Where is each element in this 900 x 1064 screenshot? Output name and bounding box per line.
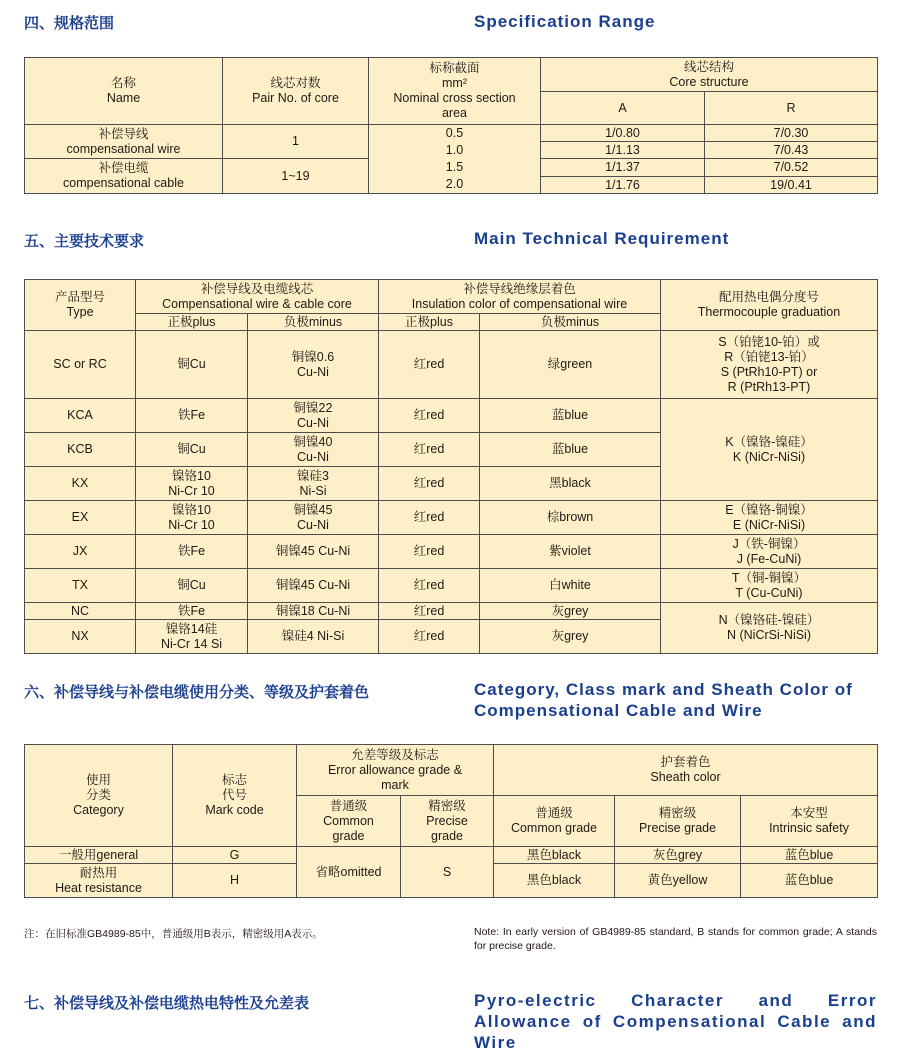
row-wire-name: 补偿导线 compensational wire: [25, 125, 223, 159]
core-minus-cell: 铜镍22 Cu-Ni: [248, 399, 379, 433]
core-plus-cell: 铜Cu: [136, 433, 248, 467]
category-cell: 一般用general: [25, 847, 173, 864]
a-value: 1/1.76: [541, 177, 705, 194]
graduation-cell: T（铜-铜镍） T (Cu-CuNi): [661, 569, 878, 603]
precise-grade-cell: S: [401, 847, 494, 898]
section-5-cn-title: 五、主要技术要求: [24, 232, 145, 250]
category-table: [24, 744, 878, 898]
note-cn: 注：在旧标准GB4989-85中，普通级用B表示，精密级用A表示。: [24, 928, 323, 940]
core-plus-cell: 镍铬10 Ni-Cr 10: [136, 467, 248, 501]
core-plus-cell: 铜Cu: [136, 331, 248, 399]
header-error-allowance: 允差等级及标志 Error allowance grade & mark: [297, 745, 494, 796]
header-category: 使用 分类 Category: [25, 745, 173, 847]
header-mark: 标志 代号 Mark code: [173, 745, 297, 847]
header-type: 产品型号 Type: [25, 280, 136, 331]
ins-plus-cell: 红red: [379, 603, 480, 620]
ins-plus-cell: 红red: [379, 467, 480, 501]
section-7-cn-title: 七、补偿导线及补偿电缆热电特性及允差表: [24, 994, 310, 1012]
graduation-cell: N（镍铬硅-镍硅） N (NiCrSi-NiSi): [661, 603, 878, 654]
section-6-en-title: Category, Class mark and Sheath Color of Compensational Cable and Wire: [474, 680, 853, 720]
a-value: 1/1.37: [541, 159, 705, 177]
core-plus-cell: 铁Fe: [136, 399, 248, 433]
ins-plus-cell: 红red: [379, 331, 480, 399]
a-value: 1/1.13: [541, 142, 705, 159]
section-4-cn-title: 四、规格范围: [24, 14, 115, 32]
type-cell: EX: [25, 501, 136, 535]
header-common-grade: 普通级 Common grade: [297, 796, 401, 847]
sheath-precise-cell: 黄色yellow: [615, 864, 741, 898]
header-sheath-common: 普通级 Common grade: [494, 796, 615, 847]
header-sheath-precise: 精密级 Precise grade: [615, 796, 741, 847]
header-area: 标称截面 mm² Nominal cross section area: [369, 58, 541, 125]
section-4-en-title: Specification Range: [474, 12, 656, 31]
type-cell: SC or RC: [25, 331, 136, 399]
a-value: 1/0.80: [541, 125, 705, 142]
core-minus-cell: 镍硅3 Ni-Si: [248, 467, 379, 501]
core-minus-cell: 铜镍40 Cu-Ni: [248, 433, 379, 467]
type-cell: NX: [25, 620, 136, 654]
core-minus-cell: 铜镍45 Cu-Ni: [248, 535, 379, 569]
header-precise-grade: 精密级 Precise grade: [401, 796, 494, 847]
core-minus-cell: 铜镍45 Cu-Ni: [248, 501, 379, 535]
ins-minus-cell: 蓝blue: [480, 433, 661, 467]
ins-minus-cell: 白white: [480, 569, 661, 603]
category-cell: 耐热用 Heat resistance: [25, 864, 173, 898]
header-ins-minus: 负极minus: [480, 314, 661, 331]
ins-minus-cell: 紫violet: [480, 535, 661, 569]
tech-requirement-table: [24, 279, 878, 654]
ins-plus-cell: 红red: [379, 501, 480, 535]
core-minus-cell: 镍硅4 Ni-Si: [248, 620, 379, 654]
area-value: 2.0: [445, 177, 464, 191]
r-value: 19/0.41: [705, 177, 878, 194]
section-6-cn-title: 六、补偿导线与补偿电缆使用分类、等级及护套着色: [24, 683, 370, 701]
type-cell: JX: [25, 535, 136, 569]
graduation-cell: K（镍铬-镍硅） K (NiCr-NiSi): [661, 399, 878, 501]
header-core: 补偿导线及电缆线芯 Compensational wire & cable core: [136, 280, 379, 314]
core-plus-cell: 镍铬10 Ni-Cr 10: [136, 501, 248, 535]
core-plus-cell: 镍铬14硅 Ni-Cr 14 Si: [136, 620, 248, 654]
header-a: A: [541, 92, 705, 125]
core-plus-cell: 铜Cu: [136, 569, 248, 603]
type-cell: KCA: [25, 399, 136, 433]
ins-minus-cell: 棕brown: [480, 501, 661, 535]
mark-cell: H: [173, 864, 297, 898]
section-7-en-title: Pyro-electric Character and Error Allowance of Compensational Cable and Wire: [474, 991, 877, 1052]
area-value: 1.0: [445, 143, 464, 157]
ins-minus-cell: 灰grey: [480, 603, 661, 620]
r-value: 7/0.30: [705, 125, 878, 142]
core-minus-cell: 铜镍18 Cu-Ni: [248, 603, 379, 620]
ins-minus-cell: 灰grey: [480, 620, 661, 654]
type-cell: KX: [25, 467, 136, 501]
type-cell: NC: [25, 603, 136, 620]
ins-plus-cell: 红red: [379, 569, 480, 603]
header-core-minus: 负极minus: [248, 314, 379, 331]
area-value: 1.5: [445, 160, 464, 174]
section-5-en-title: Main Technical Requirement: [474, 229, 730, 248]
header-core-plus: 正极plus: [136, 314, 248, 331]
core-plus-cell: 铁Fe: [136, 603, 248, 620]
ins-plus-cell: 红red: [379, 620, 480, 654]
sheath-precise-cell: 灰色grey: [615, 847, 741, 864]
header-sheath-color: 护套着色 Sheath color: [494, 745, 878, 796]
header-insulation: 补偿导线绝缘层着色 Insulation color of compensational wire: [379, 280, 661, 314]
header-ins-plus: 正极plus: [379, 314, 480, 331]
area-value: 0.5: [445, 126, 464, 140]
core-plus-cell: 铁Fe: [136, 535, 248, 569]
common-grade-cell: 省略omitted: [297, 847, 401, 898]
ins-plus-cell: 红red: [379, 535, 480, 569]
row-wire-pair: 1: [223, 125, 369, 159]
sheath-common-cell: 黑色black: [494, 847, 615, 864]
graduation-cell: J（铁-铜镍） J (Fe-CuNi): [661, 535, 878, 569]
ins-plus-cell: 红red: [379, 433, 480, 467]
core-minus-cell: 铜镍45 Cu-Ni: [248, 569, 379, 603]
header-pair: 线芯对数 Pair No. of core: [223, 58, 369, 125]
row-cable-name: 补偿电缆 compensational cable: [25, 159, 223, 194]
row-cable-pair: 1~19: [223, 159, 369, 194]
sheath-intrinsic-cell: 蓝色blue: [741, 847, 878, 864]
type-cell: KCB: [25, 433, 136, 467]
ins-minus-cell: 蓝blue: [480, 399, 661, 433]
header-r: R: [705, 92, 878, 125]
header-graduation: 配用热电偶分度号 Thermocouple graduation: [661, 280, 878, 331]
sheath-intrinsic-cell: 蓝色blue: [741, 864, 878, 898]
spec-range-table: [24, 57, 878, 194]
graduation-cell: S（铂铑10-铂）或 R（铂铑13-铂） S (PtRh10-PT) or R (PtRh13-PT): [661, 331, 878, 399]
header-sheath-intrinsic: 本安型 Intrinsic safety: [741, 796, 878, 847]
area-cell: [369, 125, 541, 194]
ins-minus-cell: 绿green: [480, 331, 661, 399]
header-name: 名称 Name: [25, 58, 223, 125]
core-minus-cell: 铜镍0.6 Cu-Ni: [248, 331, 379, 399]
note-en: Note: In early version of GB4989-85 standard, B stands for common grade; A stands for precise grade.: [474, 926, 877, 952]
mark-cell: G: [173, 847, 297, 864]
r-value: 7/0.43: [705, 142, 878, 159]
ins-minus-cell: 黑black: [480, 467, 661, 501]
sheath-common-cell: 黑色black: [494, 864, 615, 898]
r-value: 7/0.52: [705, 159, 878, 177]
type-cell: TX: [25, 569, 136, 603]
header-core: 线芯结构 Core structure: [541, 58, 878, 92]
ins-plus-cell: 红red: [379, 399, 480, 433]
graduation-cell: E（镍铬-铜镍） E (NiCr-NiSi): [661, 501, 878, 535]
